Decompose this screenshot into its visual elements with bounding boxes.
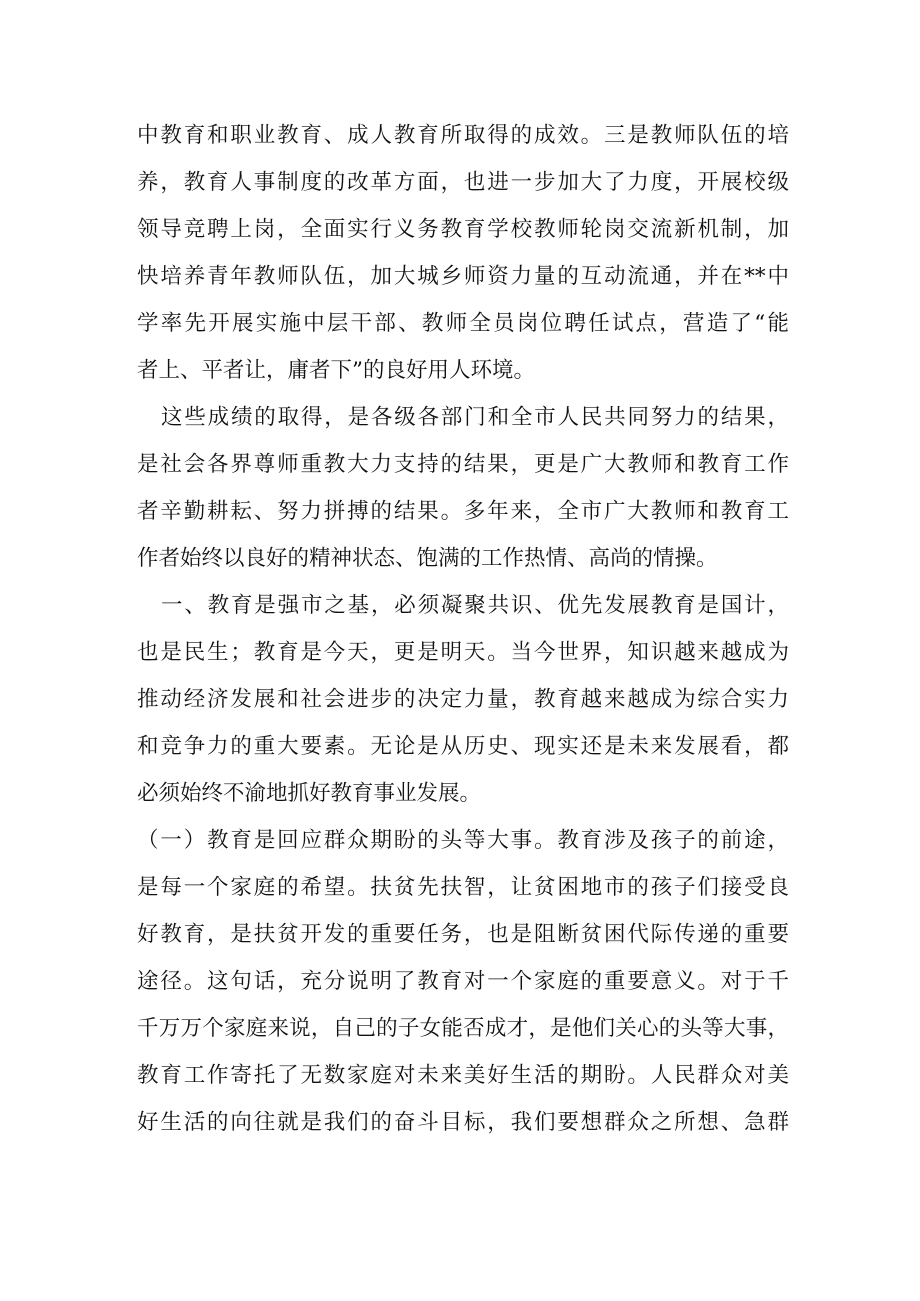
text-line: 作者始终以良好的精神状态、饱满的工作热情、高尚的情操。 [137,546,718,571]
text-line: （一）教育是回应群众期盼的头等大事。教育涉及孩子的前途， [137,828,789,853]
paragraph-1 [137,112,789,394]
text-line: 领导竞聘上岗，全面实行义务教育学校教师轮岗交流新机制，加 [137,217,789,242]
document-body [137,112,789,1146]
text-line: 和竞争力的重大要素。无论是从历史、现实还是未来发展看，都 [137,734,789,759]
text-line: 学率先开展实施中层干部、教师全员岗位聘任试点，营造了“能 [137,311,789,336]
text-line: 也是民生；教育是今天，更是明天。当今世界，知识越来越成为 [137,640,789,665]
paragraph-4 [137,817,789,1146]
text-line: 千万万个家庭来说，自己的子女能否成才，是他们关心的头等大事， [137,1016,789,1041]
text-line: 推动经济发展和社会进步的决定力量，教育越来越成为综合实力 [137,687,789,712]
text-line: 中教育和职业教育、成人教育所取得的成效。三是教师队伍的培 [137,123,789,148]
text-line: 养，教育人事制度的改革方面，也进一步加大了力度，开展校级 [137,170,789,195]
paragraph-2 [137,394,789,582]
text-line: 是社会各界尊师重教大力支持的结果，更是广大教师和教育工作 [137,452,789,477]
text-line: 者辛勤耕耘、努力拼搏的结果。多年来，全市广大教师和教育工 [137,499,789,524]
text-line: 一、教育是强市之基，必须凝聚共识、优先发展教育是国计， [161,593,789,618]
text-line: 必须始终不渝地抓好教育事业发展。 [137,781,482,806]
text-line: 好教育，是扶贫开发的重要任务，也是阻断贫困代际传递的重要 [137,922,789,947]
paragraph-3 [137,582,789,817]
text-line: 途径。这句话，充分说明了教育对一个家庭的重要意义。对于千 [137,969,789,994]
text-line: 教育工作寄托了无数家庭对未来美好生活的期盼。人民群众对美 [137,1063,789,1088]
text-line: 好生活的向往就是我们的奋斗目标，我们要想群众之所想、急群 [137,1110,789,1135]
text-line: 者上、平者让，庸者下”的良好用人环境。 [137,358,535,383]
text-line: 快培养青年教师队伍，加大城乡师资力量的互动流通，并在**中 [137,264,789,289]
text-line: 是每一个家庭的希望。扶贫先扶智，让贫困地市的孩子们接受良 [137,875,789,900]
text-line: 这些成绩的取得，是各级各部门和全市人民共同努力的结果， [161,405,789,430]
